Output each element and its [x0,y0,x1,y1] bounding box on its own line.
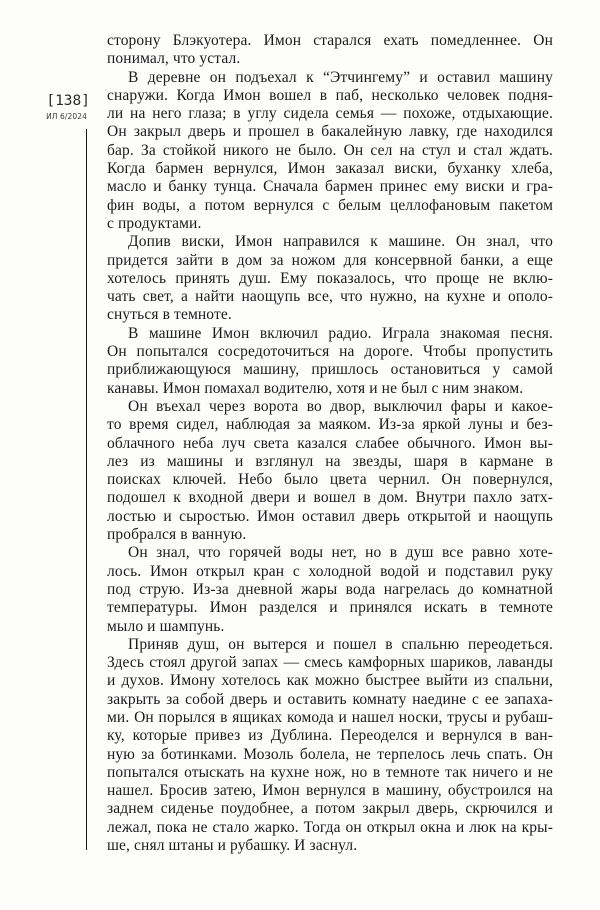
page-number: [138] [46,93,90,109]
text-line: Здесь стоял другой запах — смесь камфорных шариков, лаванды [107,654,553,672]
text-line: снуться в темноте. [107,306,232,324]
text-line: нашел. Бросив затею, Имон вернулся в машину, обустроился на [107,782,553,800]
text-line: закрыть за собой дверь и оставить комнату наедине с ее запаха- [107,690,553,708]
text-line: канавы. Имон помахал водителю, хотя и не был с ним знаком. [107,379,524,397]
text-line: под струю. Из-за дневной жары вода нагрелась до комнатной [107,580,553,598]
margin-rule-divider [86,129,88,850]
text-line: облачного неба луч света казался слабее обычного. Имон вы- [107,434,553,452]
text-line: приближающуюся машину, пришлось остановиться у самой [107,361,553,379]
text-line: Он закрыл дверь и прошел в бакалейную лавку, где находился [107,123,553,141]
text-line: ли на него глаза; в углу сидела семья — похоже, отдыхающие. [107,105,553,123]
paragraph [107,325,553,398]
journal-issue-mark: ИЛ 6/2024 [46,112,87,121]
text-line: чать свет, а найти наощупь все, что нужно, на кухне и ополо- [107,288,553,306]
text-line: Когда бармен вернулся, Имон заказал виски, буханку хлеба, [107,160,553,178]
text-line: температуры. Имон разделся и принялся искать в темноте [107,599,553,617]
text-line: ную за ботинками. Мозоль болела, не терпелось лечь спать. Он [107,745,553,763]
text-line: понимал, что устал. [107,50,241,68]
text-line: ку, которые привез из Дублина. Переоделся и вернулся в ван- [107,727,553,745]
text-line: поисках ключей. Небо было цвета чернил. Он повернулся, [107,471,553,489]
text-line: лостью и сыростью. Имон оставил дверь открытой и наощупь [107,507,553,525]
text-line: В машине Имон включил радио. Играла знакомая песня. [128,324,553,342]
page-margin [14,93,90,121]
text-line: Он въехал через ворота во двор, выключил фары и какое- [128,397,553,415]
text-line: ми. Он порылся в ящиках комода и нашел носки, трусы и рубаш- [107,708,553,726]
text-line: лежал, пока не стало жарко. Тогда он открыл окна и люк на кры- [107,818,553,836]
paragraph [107,32,553,69]
text-line: В деревне он подъехал к “Этчингему” и оставил машину [128,68,553,86]
text-line: то время сидел, наблюдая за маяком. Из-за яркой луны и без- [107,416,553,434]
text-line: придется зайти в дом за ножом для консервной банки, а еще [107,251,553,269]
text-line: Он знал, что горячей воды нет, но в душ все равно хоте- [128,544,553,562]
text-line: Он попытался сосредоточиться на дороге. Чтобы пропустить [107,343,553,361]
text-line: ше, снял штаны и рубашку. И заснул. [107,837,358,855]
text-line: заднем сиденье поудобнее, а потом закрыл дверь, скрючился и [107,800,553,818]
text-line: хотелось принять душ. Ему показалось, что проще не вклю- [107,269,553,287]
text-line: снаружи. Когда Имон вошел в паб, несколько человек подня- [107,86,553,104]
text-line: с продуктами. [107,214,202,232]
text-line: пробрался в ванную. [107,526,247,544]
text-line: масло и банку тунца. Сначала бармен принес ему виски и гра- [107,178,553,196]
paragraph [107,233,553,324]
text-line: мыло и шампунь. [107,617,225,635]
text-line: лез из машины и взглянул на звезды, шаря в кармане в [107,452,553,470]
paragraph [107,69,553,234]
text-line: Допив виски, Имон направился к машине. Он знал, что [128,233,553,251]
text-line: попытался отыскать на кухне нож, но в темноте так ничего и не [107,763,553,781]
paragraph [107,398,553,544]
text-line: фин воды, а потом вернулся с белым целлофановым пакетом [107,196,553,214]
text-line: подошел к входной двери и вошел в дом. Внутри пахло затх- [107,489,553,507]
text-line: и духов. Имону хотелось как можно быстрее выйти из спальни, [107,672,553,690]
text-line: лось. Имон открыл кран с холодной водой и подставил руку [107,562,553,580]
paragraph [107,636,553,856]
body-text [107,32,553,855]
text-line: Приняв душ, он вытерся и пошел в спальню переодеться. [128,635,553,653]
text-line: бар. За стойкой никого не было. Он сел на стул и стал ждать. [107,141,553,159]
paragraph [107,544,553,635]
text-line: сторону Блэкуотера. Имон старался ехать помедленнее. Он [107,32,553,49]
